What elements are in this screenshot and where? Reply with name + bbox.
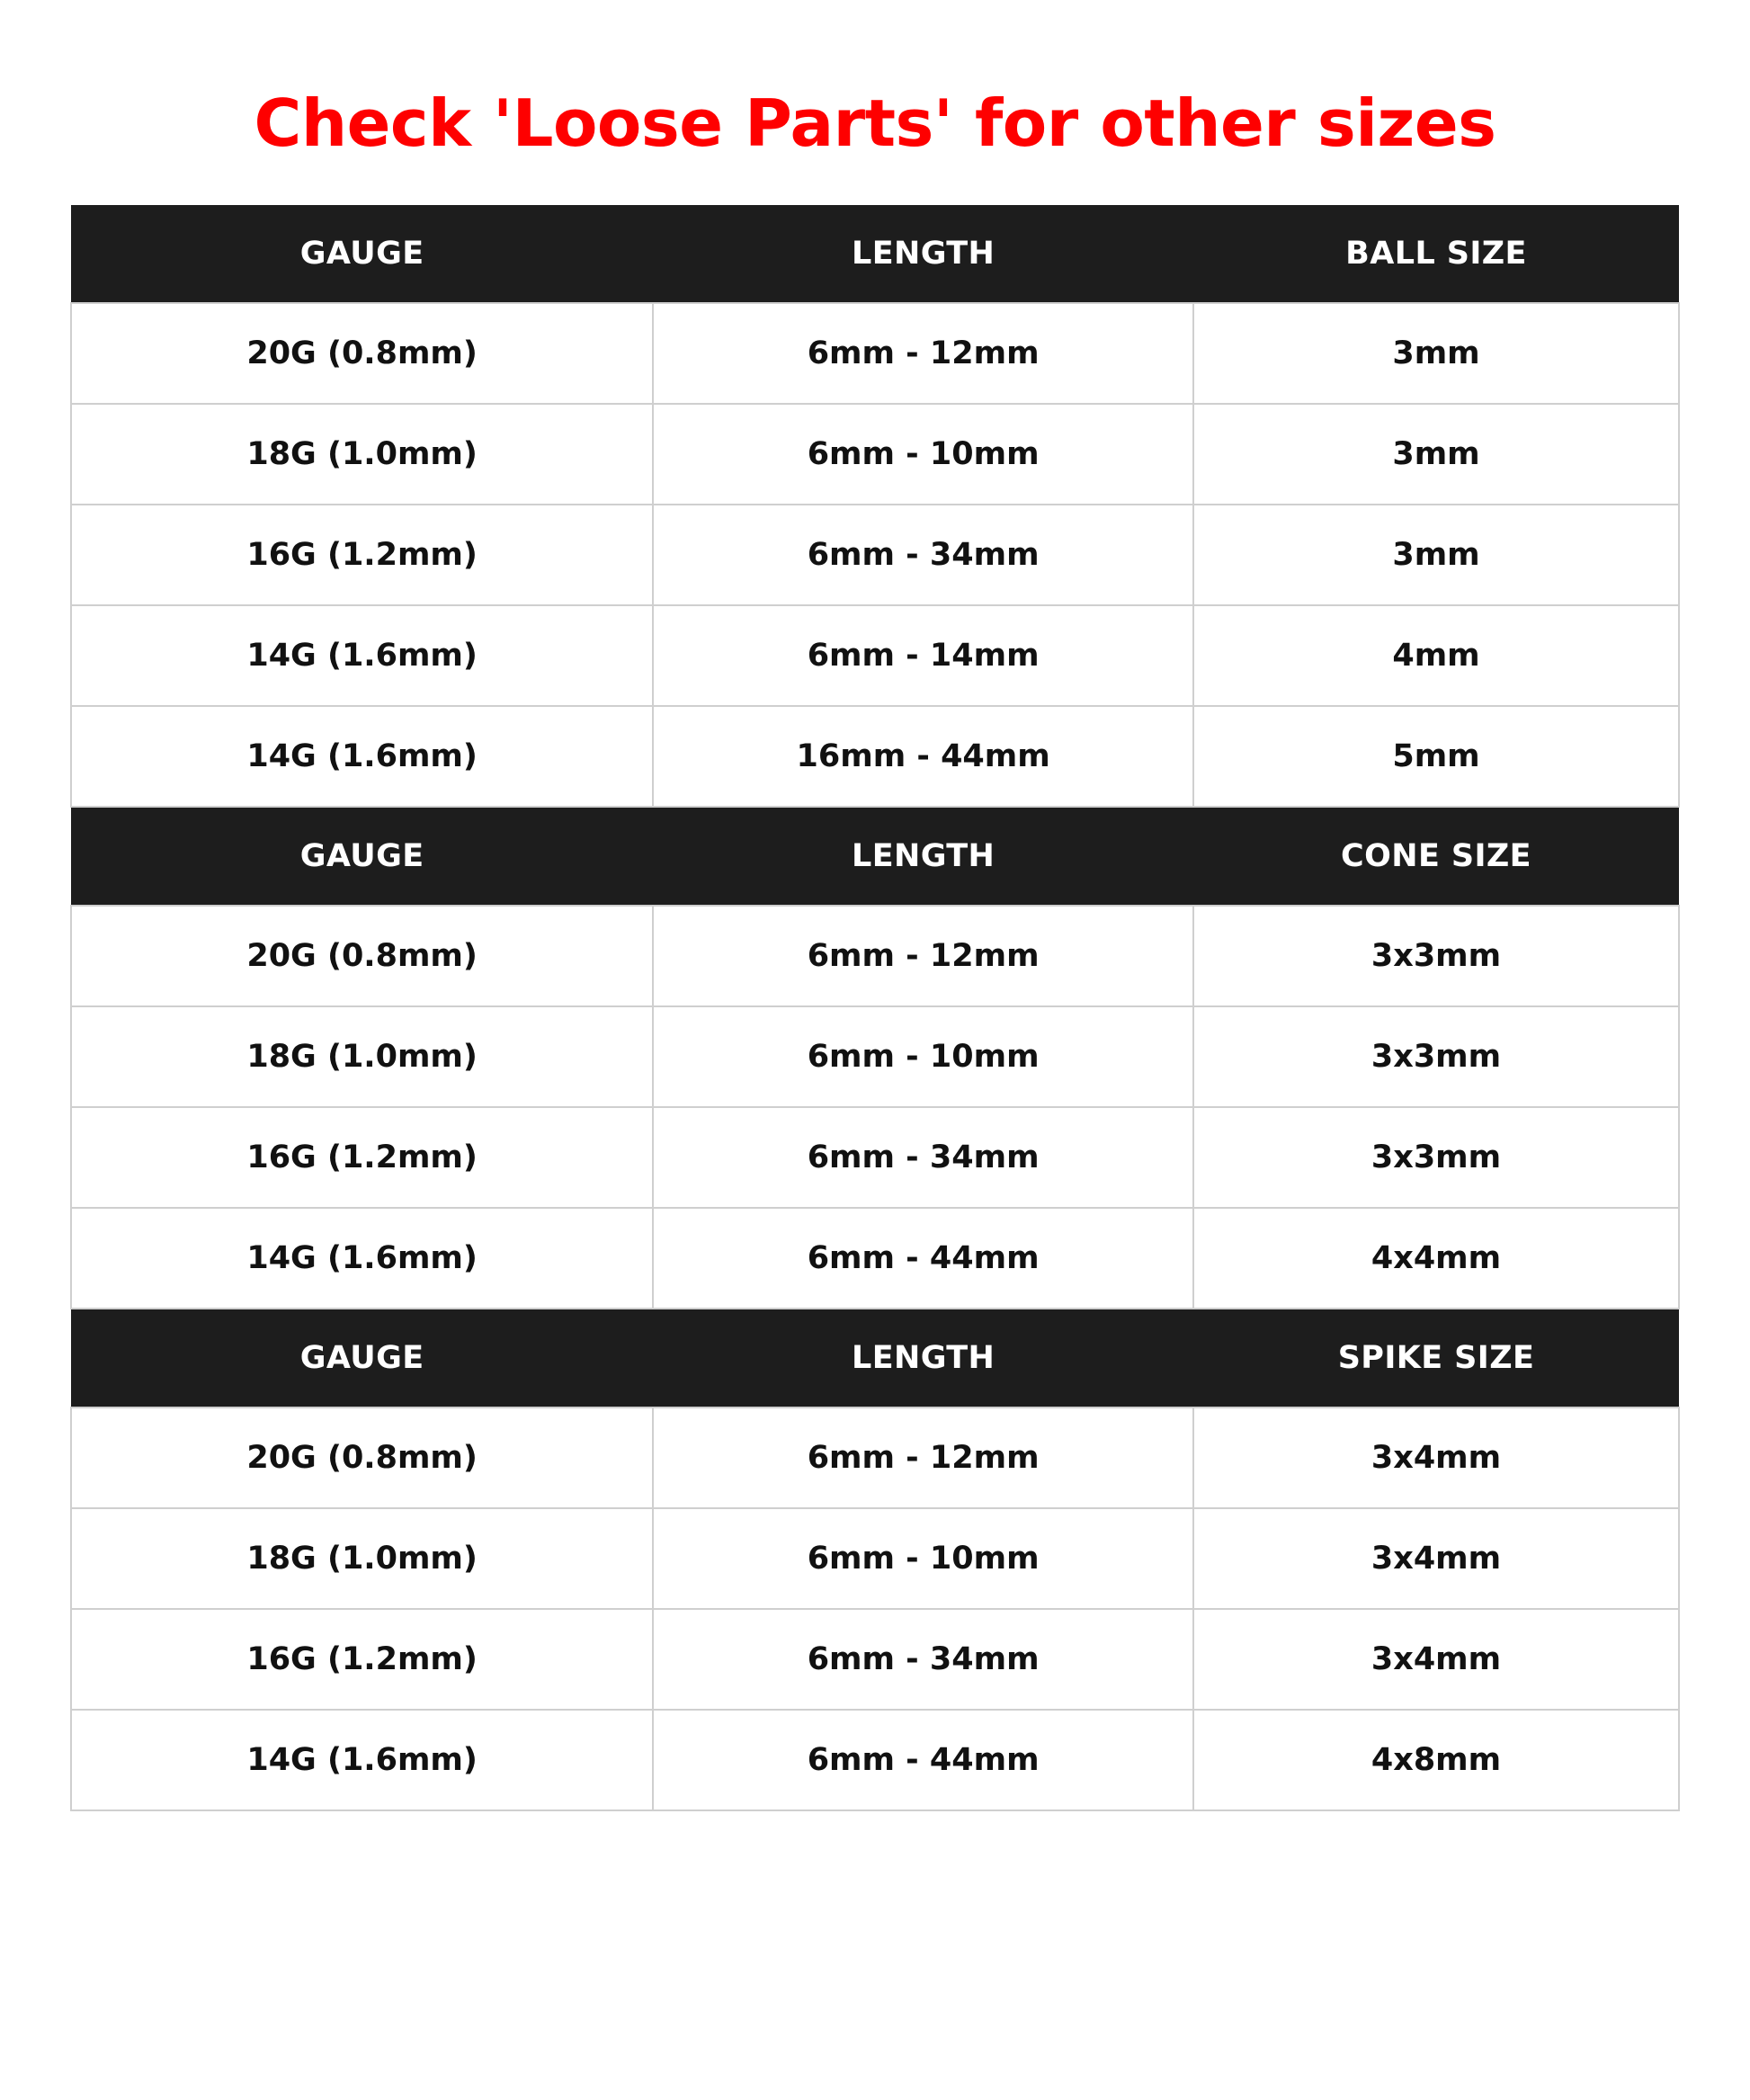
cell-gauge: 14G (1.6mm) <box>71 706 653 807</box>
section-ball-size <box>70 205 1680 808</box>
size-tables-container <box>70 158 1680 1811</box>
table-row <box>71 1407 1679 1508</box>
cell-ball-size: 3mm <box>1193 404 1679 505</box>
table-row <box>71 605 1679 706</box>
cell-length: 6mm - 12mm <box>653 303 1193 404</box>
cell-length: 6mm - 44mm <box>653 1208 1193 1309</box>
cell-gauge: 16G (1.2mm) <box>71 1609 653 1710</box>
cell-gauge: 14G (1.6mm) <box>71 605 653 706</box>
cell-length: 6mm - 34mm <box>653 1609 1193 1710</box>
page-title: Check 'Loose Parts' for other sizes <box>254 85 1496 161</box>
cell-length: 6mm - 10mm <box>653 1508 1193 1609</box>
table-header-row <box>71 1309 1679 1407</box>
column-header-ball-size: BALL SIZE <box>1193 205 1679 303</box>
cell-gauge: 18G (1.0mm) <box>71 404 653 505</box>
cell-ball-size: 3mm <box>1193 303 1679 404</box>
section-cone-size <box>70 808 1680 1309</box>
cell-gauge: 20G (0.8mm) <box>71 906 653 1006</box>
cell-cone-size: 3x3mm <box>1193 1006 1679 1107</box>
table-header-row <box>71 205 1679 303</box>
cell-length: 6mm - 14mm <box>653 605 1193 706</box>
cell-length: 6mm - 10mm <box>653 404 1193 505</box>
table-row <box>71 1710 1679 1810</box>
cell-length: 6mm - 12mm <box>653 1407 1193 1508</box>
cell-length: 6mm - 12mm <box>653 906 1193 1006</box>
column-header-length: LENGTH <box>653 808 1193 906</box>
cell-cone-size: 3x3mm <box>1193 1107 1679 1208</box>
cell-gauge: 20G (0.8mm) <box>71 303 653 404</box>
cell-ball-size: 4mm <box>1193 605 1679 706</box>
table-header-row <box>71 808 1679 906</box>
table-row <box>71 303 1679 404</box>
cell-length: 16mm - 44mm <box>653 706 1193 807</box>
table-row <box>71 906 1679 1006</box>
cell-gauge: 20G (0.8mm) <box>71 1407 653 1508</box>
ball-size-table <box>70 205 1680 808</box>
column-header-length: LENGTH <box>653 1309 1193 1407</box>
cell-gauge: 16G (1.2mm) <box>71 1107 653 1208</box>
table-row <box>71 404 1679 505</box>
table-row <box>71 1508 1679 1609</box>
table-row <box>71 1107 1679 1208</box>
cell-length: 6mm - 44mm <box>653 1710 1193 1810</box>
column-header-gauge: GAUGE <box>71 205 653 303</box>
table-row <box>71 505 1679 605</box>
cell-spike-size: 4x8mm <box>1193 1710 1679 1810</box>
cell-cone-size: 4x4mm <box>1193 1208 1679 1309</box>
column-header-length: LENGTH <box>653 205 1193 303</box>
cell-cone-size: 3x3mm <box>1193 906 1679 1006</box>
table-row <box>71 1006 1679 1107</box>
cell-gauge: 14G (1.6mm) <box>71 1208 653 1309</box>
cell-gauge: 14G (1.6mm) <box>71 1710 653 1810</box>
cone-size-table <box>70 808 1680 1309</box>
cell-gauge: 16G (1.2mm) <box>71 505 653 605</box>
cell-length: 6mm - 10mm <box>653 1006 1193 1107</box>
column-header-cone-size: CONE SIZE <box>1193 808 1679 906</box>
cell-ball-size: 3mm <box>1193 505 1679 605</box>
cell-spike-size: 3x4mm <box>1193 1609 1679 1710</box>
spike-size-table <box>70 1309 1680 1811</box>
column-header-gauge: GAUGE <box>71 1309 653 1407</box>
section-spike-size <box>70 1309 1680 1811</box>
cell-spike-size: 3x4mm <box>1193 1508 1679 1609</box>
cell-gauge: 18G (1.0mm) <box>71 1508 653 1609</box>
cell-ball-size: 5mm <box>1193 706 1679 807</box>
column-header-spike-size: SPIKE SIZE <box>1193 1309 1679 1407</box>
cell-length: 6mm - 34mm <box>653 1107 1193 1208</box>
table-row <box>71 706 1679 807</box>
cell-spike-size: 3x4mm <box>1193 1407 1679 1508</box>
table-row <box>71 1208 1679 1309</box>
table-row <box>71 1609 1679 1710</box>
column-header-gauge: GAUGE <box>71 808 653 906</box>
cell-length: 6mm - 34mm <box>653 505 1193 605</box>
cell-gauge: 18G (1.0mm) <box>71 1006 653 1107</box>
